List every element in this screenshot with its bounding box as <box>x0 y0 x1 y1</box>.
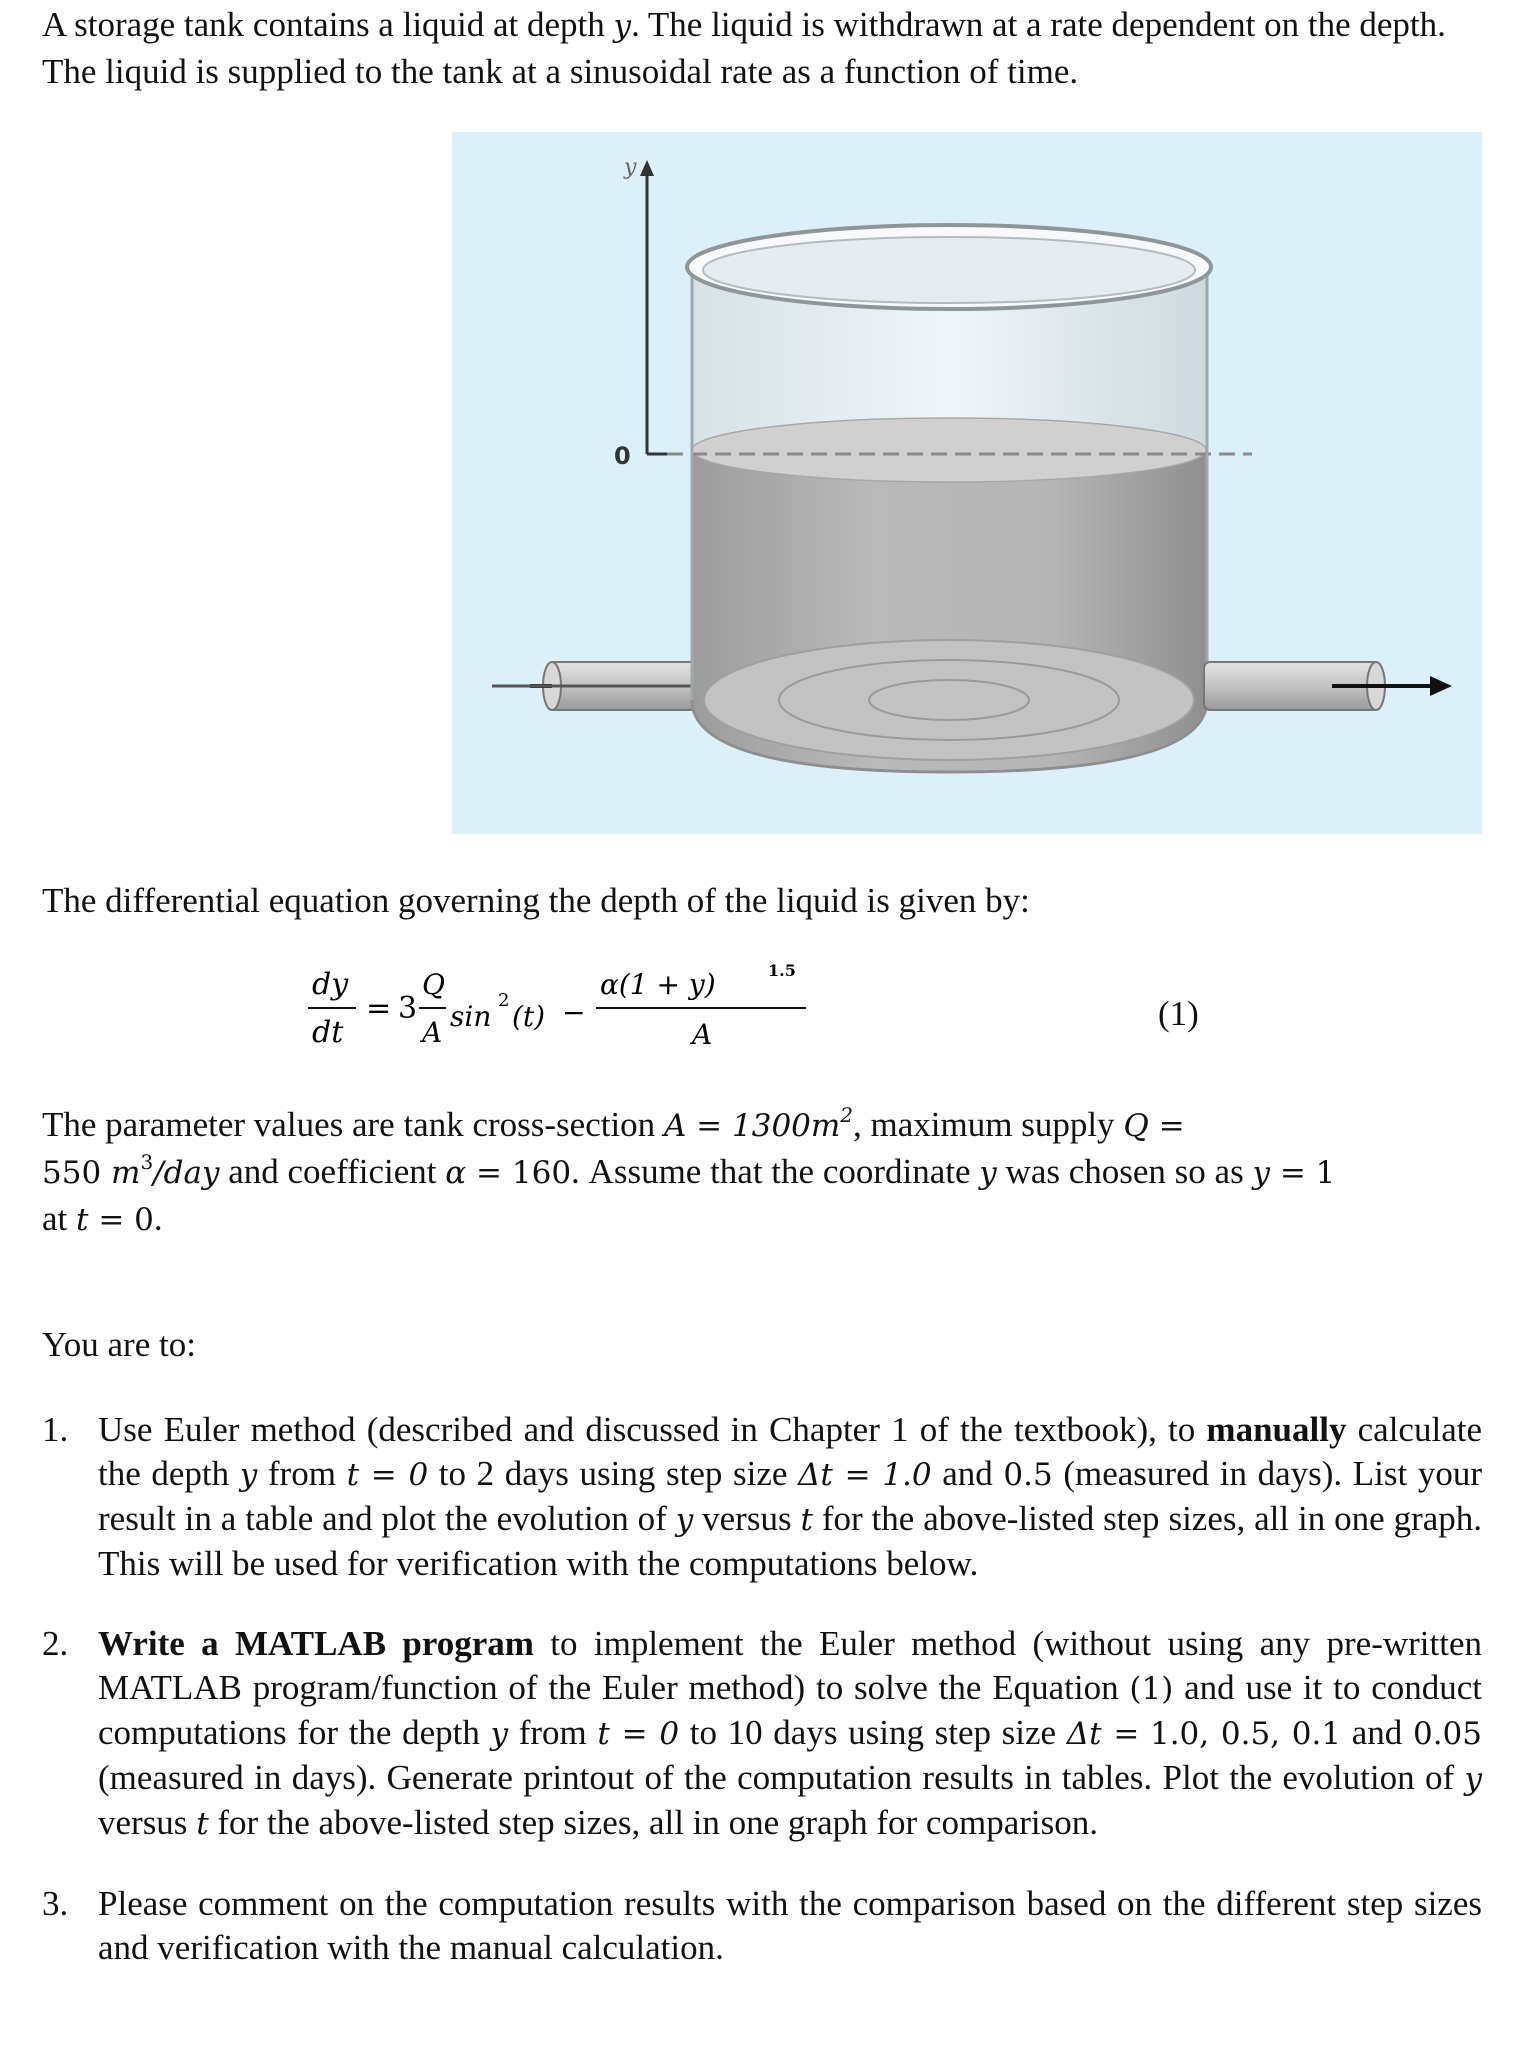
tank-figure <box>452 132 1482 834</box>
task-list <box>42 1408 1482 1970</box>
svg-text:=: = <box>366 991 392 1026</box>
svg-text:A: A <box>422 1016 443 1049</box>
de-intro-text: The differential equation governing the depth of the liquid is given by: <box>42 881 1030 920</box>
svg-text:3: 3 <box>398 991 418 1026</box>
svg-text:dy: dy <box>312 967 349 1002</box>
equation-number: (1) <box>1158 994 1199 1033</box>
svg-text:1.5: 1.5 <box>768 961 796 980</box>
tank-bottom <box>704 640 1194 760</box>
svg-text:dt: dt <box>312 1015 344 1050</box>
task-item-1: 1. Use Euler method (described and discussed in Chapter 1 of the textbook), to manually calculate the depth y from t = 0 to 2 days using step size Δt = 1.0 and 0.5 (measured in days). List your result in a table and plot the evolution of y versus t for the above-listed step sizes, all in one graph. This will be used for verification with the computations below. <box>42 1410 1483 1583</box>
task-item-3: 3. Please comment on the computation results with the comparison based on the different step sizes and verification with the manual calculation. <box>42 1884 1482 1967</box>
y-axis-label: y <box>624 155 637 180</box>
svg-text:α(1 + y): α(1 + y) <box>600 968 716 1001</box>
you-are-to-heading: You are to: <box>42 1325 196 1364</box>
svg-text:A: A <box>692 1018 713 1051</box>
zero-label: 0 <box>614 442 631 470</box>
parameters-paragraph: The parameter values are tank cross-section $A = 1300m^2$, maximum supply Q = 550 $m^3$/day and coefficient α = 160. Assume that the coordinate y was chosen so as y = 1 at t = 0. <box>42 1103 1336 1238</box>
intro-paragraph: A storage tank contains a liquid at depth y. The liquid is withdrawn at a rate dependent on the depth. The liquid is supplied to the tank at a sinusoidal rate as a function of time. <box>42 5 1446 91</box>
svg-text:(t): (t) <box>512 1000 546 1033</box>
svg-text:sin: sin <box>450 1000 492 1033</box>
svg-text:Q: Q <box>422 968 445 1001</box>
task-item-2: 2. Write a MATLAB program to implement the Euler method (without using any pre-written MATLAB program/function of the Euler method) to solve the Equation (1) and use it to conduct computations for the depth y from t = 0 to 10 days using step size Δt = 1.0, 0.5, 0.1 and 0.05 (measured in days). Generate printout of the computation results in tables. Plot the evolution of y versus t for the above-listed step sizes, all in one graph for comparison. <box>42 1624 1483 1842</box>
svg-text:2: 2 <box>498 990 510 1011</box>
svg-text:−: − <box>562 996 586 1029</box>
governing-equation <box>300 960 880 1070</box>
